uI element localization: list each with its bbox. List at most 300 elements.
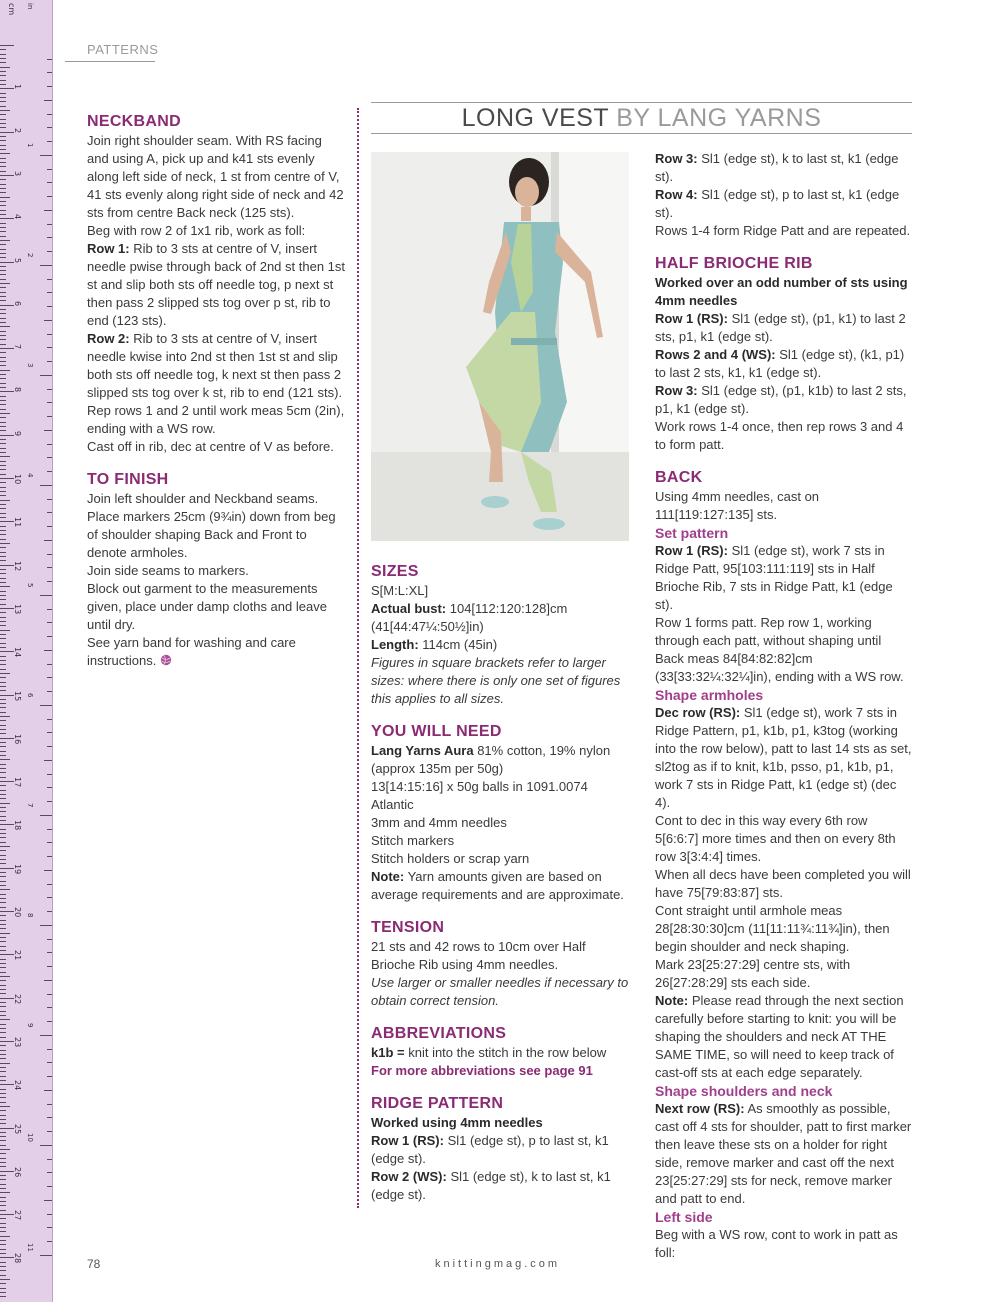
ruler-inch-tick	[47, 292, 52, 293]
ruler-tick	[0, 751, 6, 752]
ruler-tick	[0, 184, 6, 185]
ruler-tick	[0, 1162, 6, 1163]
ruler-tick	[0, 989, 6, 990]
ruler-tick	[0, 352, 6, 353]
ruler-tick	[0, 513, 6, 514]
ruler-cm-label: 24	[13, 1080, 22, 1091]
ruler-tick	[0, 612, 6, 613]
ruler-tick	[0, 54, 6, 55]
ruler-inch-tick	[40, 925, 52, 926]
ruler-tick	[0, 469, 6, 470]
ruler-tick	[0, 71, 6, 72]
ruler-cm-label: 26	[13, 1166, 22, 1177]
to-finish-p1: Join left shoulder and Neckband seams. Place markers 25cm (9¾in) down from beg of shoulder shaping Back and Front to denote armholes.	[87, 491, 336, 560]
ruler-tick	[0, 742, 6, 743]
ruler-cm-label: 22	[13, 993, 22, 1004]
ruler-tick	[0, 1266, 6, 1267]
ruler-tick	[0, 673, 10, 674]
ruler-inch-tick	[47, 746, 52, 747]
ruler-tick	[0, 396, 6, 397]
ruler-tick	[0, 171, 6, 172]
ruler-tick	[0, 374, 6, 375]
ruler-tick	[0, 1149, 10, 1150]
ruler-tick	[0, 162, 6, 163]
ruler-tick	[0, 482, 6, 483]
ruler-tick	[0, 262, 14, 263]
ruler-tick	[0, 266, 6, 267]
ruler-tick	[0, 335, 6, 336]
ruler-inch-label: 11	[26, 1242, 34, 1252]
to-finish-p4: See yarn band for washing and care instructions.	[87, 635, 296, 668]
balls-line: 13[14:15:16] x 50g balls in 1091.0074 Atlantic	[371, 779, 588, 812]
ruler-tick	[0, 387, 6, 388]
ruler-tick	[0, 1192, 10, 1193]
ruler-tick	[0, 80, 6, 81]
ruler-inch-tick	[47, 829, 52, 830]
ruler-inch-tick	[47, 1049, 52, 1050]
ruler-tick	[0, 733, 6, 734]
header-rule	[65, 61, 155, 62]
ruler-tick	[0, 370, 10, 371]
ruler-tick	[0, 543, 10, 544]
ruler-tick	[0, 924, 6, 925]
ruler-tick	[0, 214, 6, 215]
ruler-tick	[0, 344, 6, 345]
ruler-cm-label: 6	[13, 300, 22, 306]
ruler-inch-tick	[47, 732, 52, 733]
ruler-tick	[0, 569, 6, 570]
ruler-tick	[0, 907, 6, 908]
ruler-inch-tick	[47, 1062, 52, 1063]
abbreviations-heading: ABBREVIATIONS	[371, 1025, 507, 1042]
ruler-tick	[0, 963, 6, 964]
ruler-tick	[0, 889, 10, 890]
ruler-tick	[0, 868, 14, 869]
ruler-tick	[0, 283, 10, 284]
ruler-tick	[0, 1184, 6, 1185]
ruler-tick	[0, 686, 6, 687]
ridge-row1: Row 1 (RS): Sl1 (edge st), p to last st, k1 (edge st).	[371, 1133, 609, 1166]
ruler-tick	[0, 422, 6, 423]
photo-illustration	[371, 152, 629, 541]
model-photo	[371, 152, 629, 541]
ruler-cm-label: 10	[13, 474, 22, 485]
ruler-inch-tick	[47, 196, 52, 197]
ruler-tick	[0, 530, 6, 531]
ruler-tick	[0, 656, 6, 657]
ruler-inch-tick	[47, 444, 52, 445]
ruler-tick	[0, 45, 14, 46]
ruler-tick	[0, 915, 6, 916]
ruler-tick	[0, 136, 6, 137]
ruler-inch-tick	[47, 59, 52, 60]
ruler-tick	[0, 746, 6, 747]
ruler-tick	[0, 119, 6, 120]
ruler-cm-label: 16	[13, 733, 22, 744]
neckband-row2: Row 2: Rib to 3 sts at centre of V, insert needle kwise into 2nd st then 1st st and slip both sts off needle tog, k next st then pass 2 slipped sts tog over k st, rib to end (121 sts).	[87, 331, 343, 400]
ruler-tick	[0, 1093, 6, 1094]
ruler-unit-in: in	[26, 3, 34, 10]
ruler-tick	[0, 1011, 6, 1012]
ruler-tick	[0, 1249, 6, 1250]
ruler-inch-label: 3	[26, 362, 34, 368]
ruler-cm-label: 5	[13, 257, 22, 263]
ruler-tick	[0, 175, 14, 176]
ruler-tick	[0, 1054, 6, 1055]
ruler-inch-tick	[40, 265, 52, 266]
ruler-tick	[0, 937, 6, 938]
ruler-inch-tick	[47, 856, 52, 857]
ruler-tick	[0, 617, 6, 618]
ruler-tick	[0, 630, 10, 631]
ruler-tick	[0, 287, 6, 288]
ruler-tick	[0, 1175, 6, 1176]
next-row: Next row (RS): As smoothly as possible, cast off 4 sts for shoulder, patt to first marker then leave these sts on a holder for right side, remove marker and cast off the next 23[25:27:29] sts for neck, remove marker and patt to end.	[655, 1101, 912, 1206]
ruler-inch-tick	[47, 526, 52, 527]
ruler-tick	[0, 1292, 6, 1293]
ruler-tick	[0, 409, 6, 410]
sizes-length: Length: 114cm (45in)	[371, 637, 498, 652]
to-finish-p2: Join side seams to markers.	[87, 563, 249, 578]
ruler-tick	[0, 712, 6, 713]
ruler-tick	[0, 764, 6, 765]
ruler-tick	[0, 179, 6, 180]
sizes-heading: SIZES	[371, 563, 419, 580]
ruler-unit-cm: cm	[7, 3, 16, 16]
ruler-cm-label: 25	[13, 1123, 22, 1134]
ruler-tick	[0, 1223, 6, 1224]
ruler-tick	[0, 1244, 6, 1245]
ruler-tick	[0, 49, 6, 50]
ruler-tick	[0, 573, 6, 574]
ruler-tick	[0, 651, 14, 652]
ruler-inch-tick	[47, 719, 52, 720]
half-brioche-sub: Worked over an odd number of sts using 4mm needles	[655, 275, 908, 308]
ruler-tick	[0, 664, 6, 665]
ruler-tick	[0, 660, 6, 661]
ruler-inch-tick	[47, 1104, 52, 1105]
ruler-tick	[0, 439, 6, 440]
markers-line: Stitch markers	[371, 833, 455, 848]
ruler-tick	[0, 201, 6, 202]
ruler-tick	[0, 980, 6, 981]
ruler-tick	[0, 1032, 6, 1033]
column-right	[655, 150, 913, 1262]
ruler-tick	[0, 690, 6, 691]
ruler-tick	[0, 781, 14, 782]
ruler-tick	[0, 599, 6, 600]
ruler-tick	[0, 738, 14, 739]
ruler-cm-label: 1	[13, 84, 22, 90]
ruler-tick	[0, 1132, 6, 1133]
ruler-cm-label: 11	[13, 517, 22, 528]
ruler-tick	[0, 582, 6, 583]
tension-text: 21 sts and 42 rows to 10cm over Half Brioche Rib using 4mm needles.	[371, 939, 586, 972]
ruler-inch-tick	[47, 677, 52, 678]
ruler-inch-tick	[47, 664, 52, 665]
ruler-tick	[0, 1257, 14, 1258]
ruler-inch-tick	[47, 801, 52, 802]
ruler-tick	[0, 1136, 6, 1137]
ruler-tick	[0, 413, 10, 414]
ruler-inch-tick	[47, 471, 52, 472]
needles-line: 3mm and 4mm needles	[371, 815, 507, 830]
ruler-inch-tick	[47, 1076, 52, 1077]
ruler-tick	[0, 1076, 6, 1077]
ruler-tick	[0, 500, 10, 501]
neckband-heading: NECKBAND	[87, 113, 181, 130]
ruler-tick	[0, 339, 6, 340]
yarn-line: Lang Yarns Aura 81% cotton, 19% nylon (approx 135m per 50g)	[371, 743, 611, 776]
ruler-tick	[0, 218, 14, 219]
ruler-tick	[0, 1171, 14, 1172]
brioche-row1: Row 1 (RS): Sl1 (edge st), (p1, k1) to last 2 sts, p1, k1 (edge st).	[655, 311, 906, 344]
ruler-tick	[0, 158, 6, 159]
ruler-tick	[0, 833, 6, 834]
ruler-tick	[0, 487, 6, 488]
ruler-tick	[0, 1166, 6, 1167]
page-title	[371, 104, 912, 133]
ruler-tick	[0, 768, 6, 769]
ruler-tick	[0, 578, 6, 579]
ruler-cm-label: 14	[13, 647, 22, 658]
ruler-tick	[0, 755, 6, 756]
ruler-cm-label: 7	[13, 344, 22, 350]
ruler-tick	[0, 850, 6, 851]
back-note: Note: Please read through the next section carefully before starting to knit: you will be shaping the shoulders and neck AT THE SAME TIME, so will need to keep track of cast-off sts at each edge separately.	[655, 993, 904, 1080]
ruler-tick	[0, 526, 6, 527]
ruler-tick	[0, 279, 6, 280]
ruler-tick	[0, 1106, 10, 1107]
ruler-inch-tick	[40, 375, 52, 376]
ruler-inch-tick	[44, 430, 52, 431]
ruler-inch-tick	[47, 1117, 52, 1118]
neckband-row1: Row 1: Rib to 3 sts at centre of V, insert needle pwise through back of 2nd st then 1st st and slip both sts off needle tog, p next st then pass 2 slipped sts tog over p st, rib to end (123 sts).	[87, 241, 346, 328]
more-abbreviations-link[interactable]: For more abbreviations see page 91	[371, 1063, 593, 1078]
ruler-tick	[0, 772, 6, 773]
ruler-inch-tick	[47, 567, 52, 568]
ruler-tick	[0, 560, 6, 561]
ruler-inch-tick	[44, 540, 52, 541]
ruler-tick	[0, 435, 14, 436]
ruler-tick	[0, 378, 6, 379]
ruler-tick	[0, 292, 6, 293]
ruler-tick	[0, 1210, 6, 1211]
ruler-tick	[0, 62, 6, 63]
neckband-beg: Beg with row 2 of 1x1 rib, work as foll:	[87, 223, 306, 238]
ruler-inch-tick	[47, 402, 52, 403]
ruler-tick	[0, 794, 6, 795]
ruler-tick	[0, 967, 6, 968]
ruler-tick	[0, 534, 6, 535]
brioche-rep: Work rows 1-4 once, then rep rows 3 and 4 to form patt.	[655, 419, 904, 452]
ruler-inch-label: 2	[26, 252, 34, 258]
holders-line: Stitch holders or scrap yarn	[371, 851, 530, 866]
ruler-tick	[0, 682, 6, 683]
ruler-tick	[0, 985, 6, 986]
ruler-tick	[0, 1283, 6, 1284]
ruler-tick	[0, 634, 6, 635]
ruler-tick	[0, 677, 6, 678]
brioche-row3: Row 3: Sl1 (edge st), (p1, k1b) to last 2 sts, p1, k1 (edge st).	[655, 383, 907, 416]
ruler-tick	[0, 998, 14, 999]
ruler-tick	[0, 1240, 6, 1241]
ruler-tick	[0, 417, 6, 418]
ruler-tick	[0, 785, 6, 786]
ruler-inch-tick	[40, 1255, 52, 1256]
ruler-tick	[0, 950, 6, 951]
ruler-inch-tick	[47, 1241, 52, 1242]
ruler-tick	[0, 725, 6, 726]
ruler-tick	[0, 478, 14, 479]
ruler-tick	[0, 391, 14, 392]
ruler-tick	[0, 920, 6, 921]
ruler-tick	[0, 1080, 6, 1081]
ruler-inch-tick	[47, 251, 52, 252]
ruler-inch-tick	[47, 279, 52, 280]
ruler-tick	[0, 1214, 14, 1215]
ruler-inch-tick	[40, 1035, 52, 1036]
cont-straight: Cont straight until armhole meas 28[28:30:30]cm (11[11:11¾:11¾]in), then begin shoulder and neck shaping.	[655, 903, 890, 954]
ridge-row3: Row 3: Sl1 (edge st), k to last st, k1 (edge st).	[655, 151, 899, 184]
ruler-tick	[0, 1089, 6, 1090]
ruler-tick	[0, 1050, 6, 1051]
website-url[interactable]: knittingmag.com	[435, 1258, 561, 1270]
ruler-tick	[0, 300, 6, 301]
sizes-note: Figures in square brackets refer to larger sizes: where there is only one set of figures this applies to all sizes.	[371, 655, 621, 706]
ruler-tick	[0, 798, 6, 799]
ruler-cm-label: 17	[13, 777, 22, 788]
ruler-tick	[0, 1067, 6, 1068]
ruler-tick	[0, 58, 6, 59]
ruler-tick	[0, 898, 6, 899]
ruler-tick	[0, 253, 6, 254]
set-pattern-subheading: Set pattern	[655, 525, 729, 541]
ruler-tick	[0, 114, 6, 115]
ruler-tick	[0, 153, 10, 154]
ruler-inch-tick	[47, 499, 52, 500]
ridge-pattern-sub: Worked using 4mm needles	[371, 1115, 543, 1130]
ruler-tick	[0, 811, 6, 812]
ruler-inch-tick	[47, 897, 52, 898]
ruler-tick	[0, 244, 6, 245]
ruler-tick	[0, 1024, 6, 1025]
ruler-tick	[0, 205, 6, 206]
ruler-inch-tick	[44, 1200, 52, 1201]
ruler-tick	[0, 807, 6, 808]
ruler-tick	[0, 1153, 6, 1154]
page-number: 78	[87, 1257, 101, 1271]
ruler-tick	[0, 1123, 6, 1124]
ruler-tick	[0, 1071, 6, 1072]
ruler-tick	[0, 933, 10, 934]
ruler-inch-tick	[47, 416, 52, 417]
ruler-inch-tick	[47, 1186, 52, 1187]
ruler-tick	[0, 1119, 6, 1120]
ruler-inch-tick	[47, 182, 52, 183]
ruler-inch-tick	[47, 1159, 52, 1160]
ruler-tick	[0, 595, 6, 596]
ruler-tick	[0, 552, 6, 553]
ruler-tick	[0, 296, 6, 297]
to-finish-heading: TO FINISH	[87, 471, 169, 488]
ruler-tick	[0, 110, 10, 111]
ruler-tick	[0, 227, 6, 228]
ruler-tick	[0, 357, 6, 358]
ruler-tick	[0, 465, 6, 466]
ruler-inch-tick	[47, 1227, 52, 1228]
ruler-tick	[0, 1140, 6, 1141]
ruler-tick	[0, 383, 6, 384]
ruler-inch-tick	[40, 815, 52, 816]
ruler-tick	[0, 448, 6, 449]
ruler-tick	[0, 824, 14, 825]
ruler-inch-label: 6	[26, 692, 34, 698]
ruler-tick	[0, 820, 6, 821]
ruler-tick	[0, 621, 6, 622]
ruler-tick	[0, 1019, 10, 1020]
shape-shoulders-subheading: Shape shoulders and neck	[655, 1083, 833, 1099]
ruler-tick	[0, 946, 6, 947]
section-label: PATTERNS	[87, 42, 159, 57]
ruler-inch-tick	[47, 512, 52, 513]
ruler-tick	[0, 790, 6, 791]
ruler-tick	[0, 1037, 6, 1038]
ruler-tick	[0, 197, 10, 198]
column-middle	[371, 562, 633, 1204]
ruler-tick	[0, 322, 6, 323]
ruler-tick	[0, 1270, 6, 1271]
ruler-tick	[0, 941, 6, 942]
ruler-tick	[0, 643, 6, 644]
ruler-tick	[0, 954, 14, 955]
ruler-inch-tick	[47, 361, 52, 362]
back-cast-on: Using 4mm needles, cast on 111[119:127:135] sts.	[655, 489, 820, 522]
ruler-tick	[0, 1179, 6, 1180]
ruler-tick	[0, 859, 6, 860]
ruler-tick	[0, 84, 6, 85]
ruler-tick	[0, 318, 6, 319]
ruler-tick	[0, 1115, 6, 1116]
ruler-tick	[0, 249, 6, 250]
ruler-tick	[0, 504, 6, 505]
ruler-tick	[0, 759, 10, 760]
ruler-tick	[0, 210, 6, 211]
ruler-tick	[0, 647, 6, 648]
ruler-cm-label: 19	[13, 863, 22, 874]
ruler-inch-tick	[40, 485, 52, 486]
ruler-tick	[0, 586, 10, 587]
dec-row: Dec row (RS): Sl1 (edge st), work 7 sts in Ridge Pattern, p1, k1b, p1, k3tog (working into the row below), patt to last 14 sts as set, sl2tog as if to knit, k1b, psso, p1, k1b, p1, work 7 sts in Ridge Patt, k1 (edge st) (dec 4).	[655, 705, 912, 810]
tension-note: Use larger or smaller needles if necessary to obtain correct tension.	[371, 975, 629, 1008]
ruler-tick	[0, 816, 6, 817]
ruler-inch-tick	[47, 609, 52, 610]
ruler-tick	[0, 608, 14, 609]
ruler-tick	[0, 309, 6, 310]
sizes-bust: Actual bust: 104[112:120:128]cm (41[44:47¼:50½]in)	[371, 601, 568, 634]
ruler-tick	[0, 521, 14, 522]
ruler-tick	[0, 707, 6, 708]
ruler-inch-tick	[47, 911, 52, 912]
ruler-inch-tick	[47, 884, 52, 885]
title-rule-bottom	[371, 133, 912, 134]
ruler-tick	[0, 1253, 6, 1254]
ruler-cm-label: 8	[13, 387, 22, 393]
ruler-tick	[0, 777, 6, 778]
ruler-tick	[0, 902, 6, 903]
ruler-tick	[0, 720, 6, 721]
ruler-inch-tick	[47, 114, 52, 115]
